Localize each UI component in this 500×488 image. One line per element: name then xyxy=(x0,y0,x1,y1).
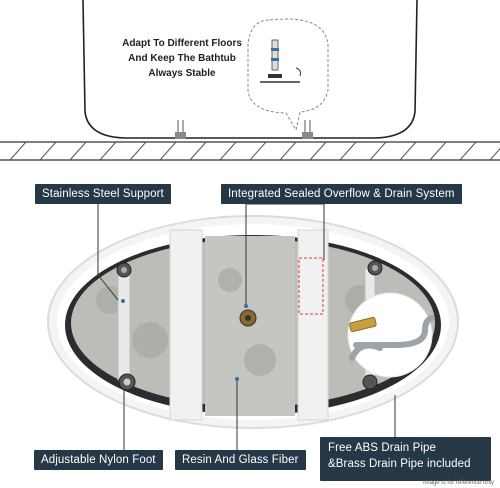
callout-line-3: Always Stable xyxy=(148,68,216,79)
drain-pipe-line-2: &Brass Drain Pipe included xyxy=(328,458,471,470)
reference-footnote: Image is for reference only xyxy=(422,480,494,486)
stability-callout xyxy=(112,36,252,81)
label-drain-pipe-included xyxy=(320,437,491,481)
drain-pipe-line-1: Free ABS Drain Pipe xyxy=(328,442,437,454)
label-overflow-drain-system: Integrated Sealed Overflow & Drain System xyxy=(221,184,462,204)
label-resin-glass-fiber: Resin And Glass Fiber xyxy=(175,450,306,470)
callout-line-2: And Keep The Bathtub xyxy=(128,53,236,64)
callout-line-1: Adapt To Different Floors xyxy=(122,38,242,49)
floor-hatching xyxy=(0,142,500,160)
label-stainless-steel-support: Stainless Steel Support xyxy=(35,184,171,204)
label-adjustable-nylon-foot: Adjustable Nylon Foot xyxy=(34,450,163,470)
drain-pipe-inset xyxy=(348,293,432,377)
